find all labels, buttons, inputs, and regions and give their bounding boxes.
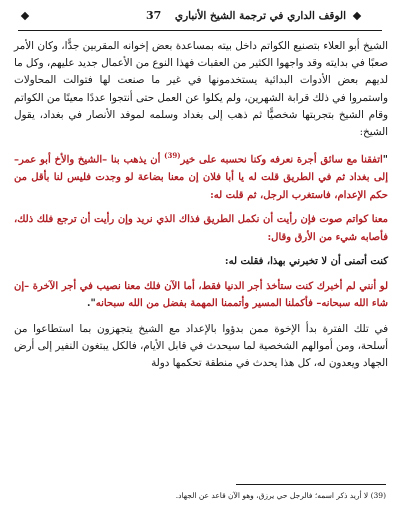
quote-text-part-1: اتفقنا مع سائق أجرة نعرفه وكنا نحسبه على خير bbox=[180, 154, 383, 166]
page-number: 37 bbox=[146, 9, 162, 22]
quote-paragraph-1 bbox=[14, 147, 388, 204]
running-title: الوقف الداري في ترجمة الشيخ الأنباري bbox=[174, 10, 346, 22]
quote-text: لو أنني لم أخبرك كنت ستأخذ أجر الدنيا فقط، أما الآن فلك معنا نصيب في أجر الآخرة –إن شاء الله سبحانه– فأكملنا المسير وأتممنا المهمة بفضل من الله سبحانه bbox=[14, 280, 388, 310]
quote-paragraph-3: كنت أتمنى أن لا تخبرني بهذا، فقلت له: bbox=[224, 256, 388, 268]
close-quote-mark: ". bbox=[87, 298, 96, 310]
footnote: (39) لا أريد ذكر اسمه؛ فالرجل حي يرزق، وهو الآن قاعد عن الجهاد. bbox=[175, 491, 386, 500]
diamond-ornament-icon bbox=[21, 12, 29, 20]
quote-paragraph-4 bbox=[14, 278, 388, 313]
diamond-ornament-icon bbox=[353, 12, 361, 20]
paragraph-final: في تلك الفترة بدأ الإخوة ممن بدؤوا بالإعداد مع الشيخ يتجهزون بما استطاعوا من أسلحة، ومن أموالهم الشخصية لما سيحدث في قابل الأيام، فالكل يبتغون النفير إلى أرض الجهاد ويعدون له، كل هذا يحدث في منطقة تحكمها دولة bbox=[14, 322, 388, 369]
header-rule bbox=[18, 30, 382, 31]
main-text bbox=[14, 38, 388, 372]
paragraph-intro: الشيخ أبو العلاء بتصنيع الكواتم داخل بيته بمساعدة بعض إخوانه المقربين جدًّا، وكان الأمر صعبًا في بدايته وقد واجهوا الكثير من العقبات فهذا النوع من الأعمال جديد عليهم، وكل ما لديهم بعض الأدوات البدائية يستخدمونها في غير ما صنعت لها فتوالت المحاولات واستمروا في ذلك قرابة الشهرين، ولم يكلوا عن العمل حتى أنتجوا عددًا معينًا من الكواتم وقام الشيخ بتجربتها شخصيًّا ثم ذهب إلى بغداد وسلمه لموفد الأنصار في بغداد، يقول الشيخ: bbox=[14, 40, 388, 139]
quote-text-part-2: أن يذهب بنا –الشيخ والأخ أبو عمر– إلى بغداد ثم في الطريق قلت له يا أبا فلان إن معنا بضاعة لو وجدت فليس لنا بأقل من حكم الإعدام، فاستغرب الرجل، ثم قلت له: bbox=[14, 154, 388, 201]
page-header bbox=[18, 8, 382, 34]
footnote-rule bbox=[236, 484, 386, 485]
quote-paragraph-2: معنا كواتم صوت فإن رأيت أن نكمل الطريق فذاك الذي نريد وإن رأيت أن ترجع فلك ذلك، فأصابه شيء من الأرق وقال: bbox=[14, 214, 388, 243]
footnote-reference[interactable]: (39) bbox=[164, 151, 181, 161]
open-quote-mark: " bbox=[382, 154, 388, 166]
